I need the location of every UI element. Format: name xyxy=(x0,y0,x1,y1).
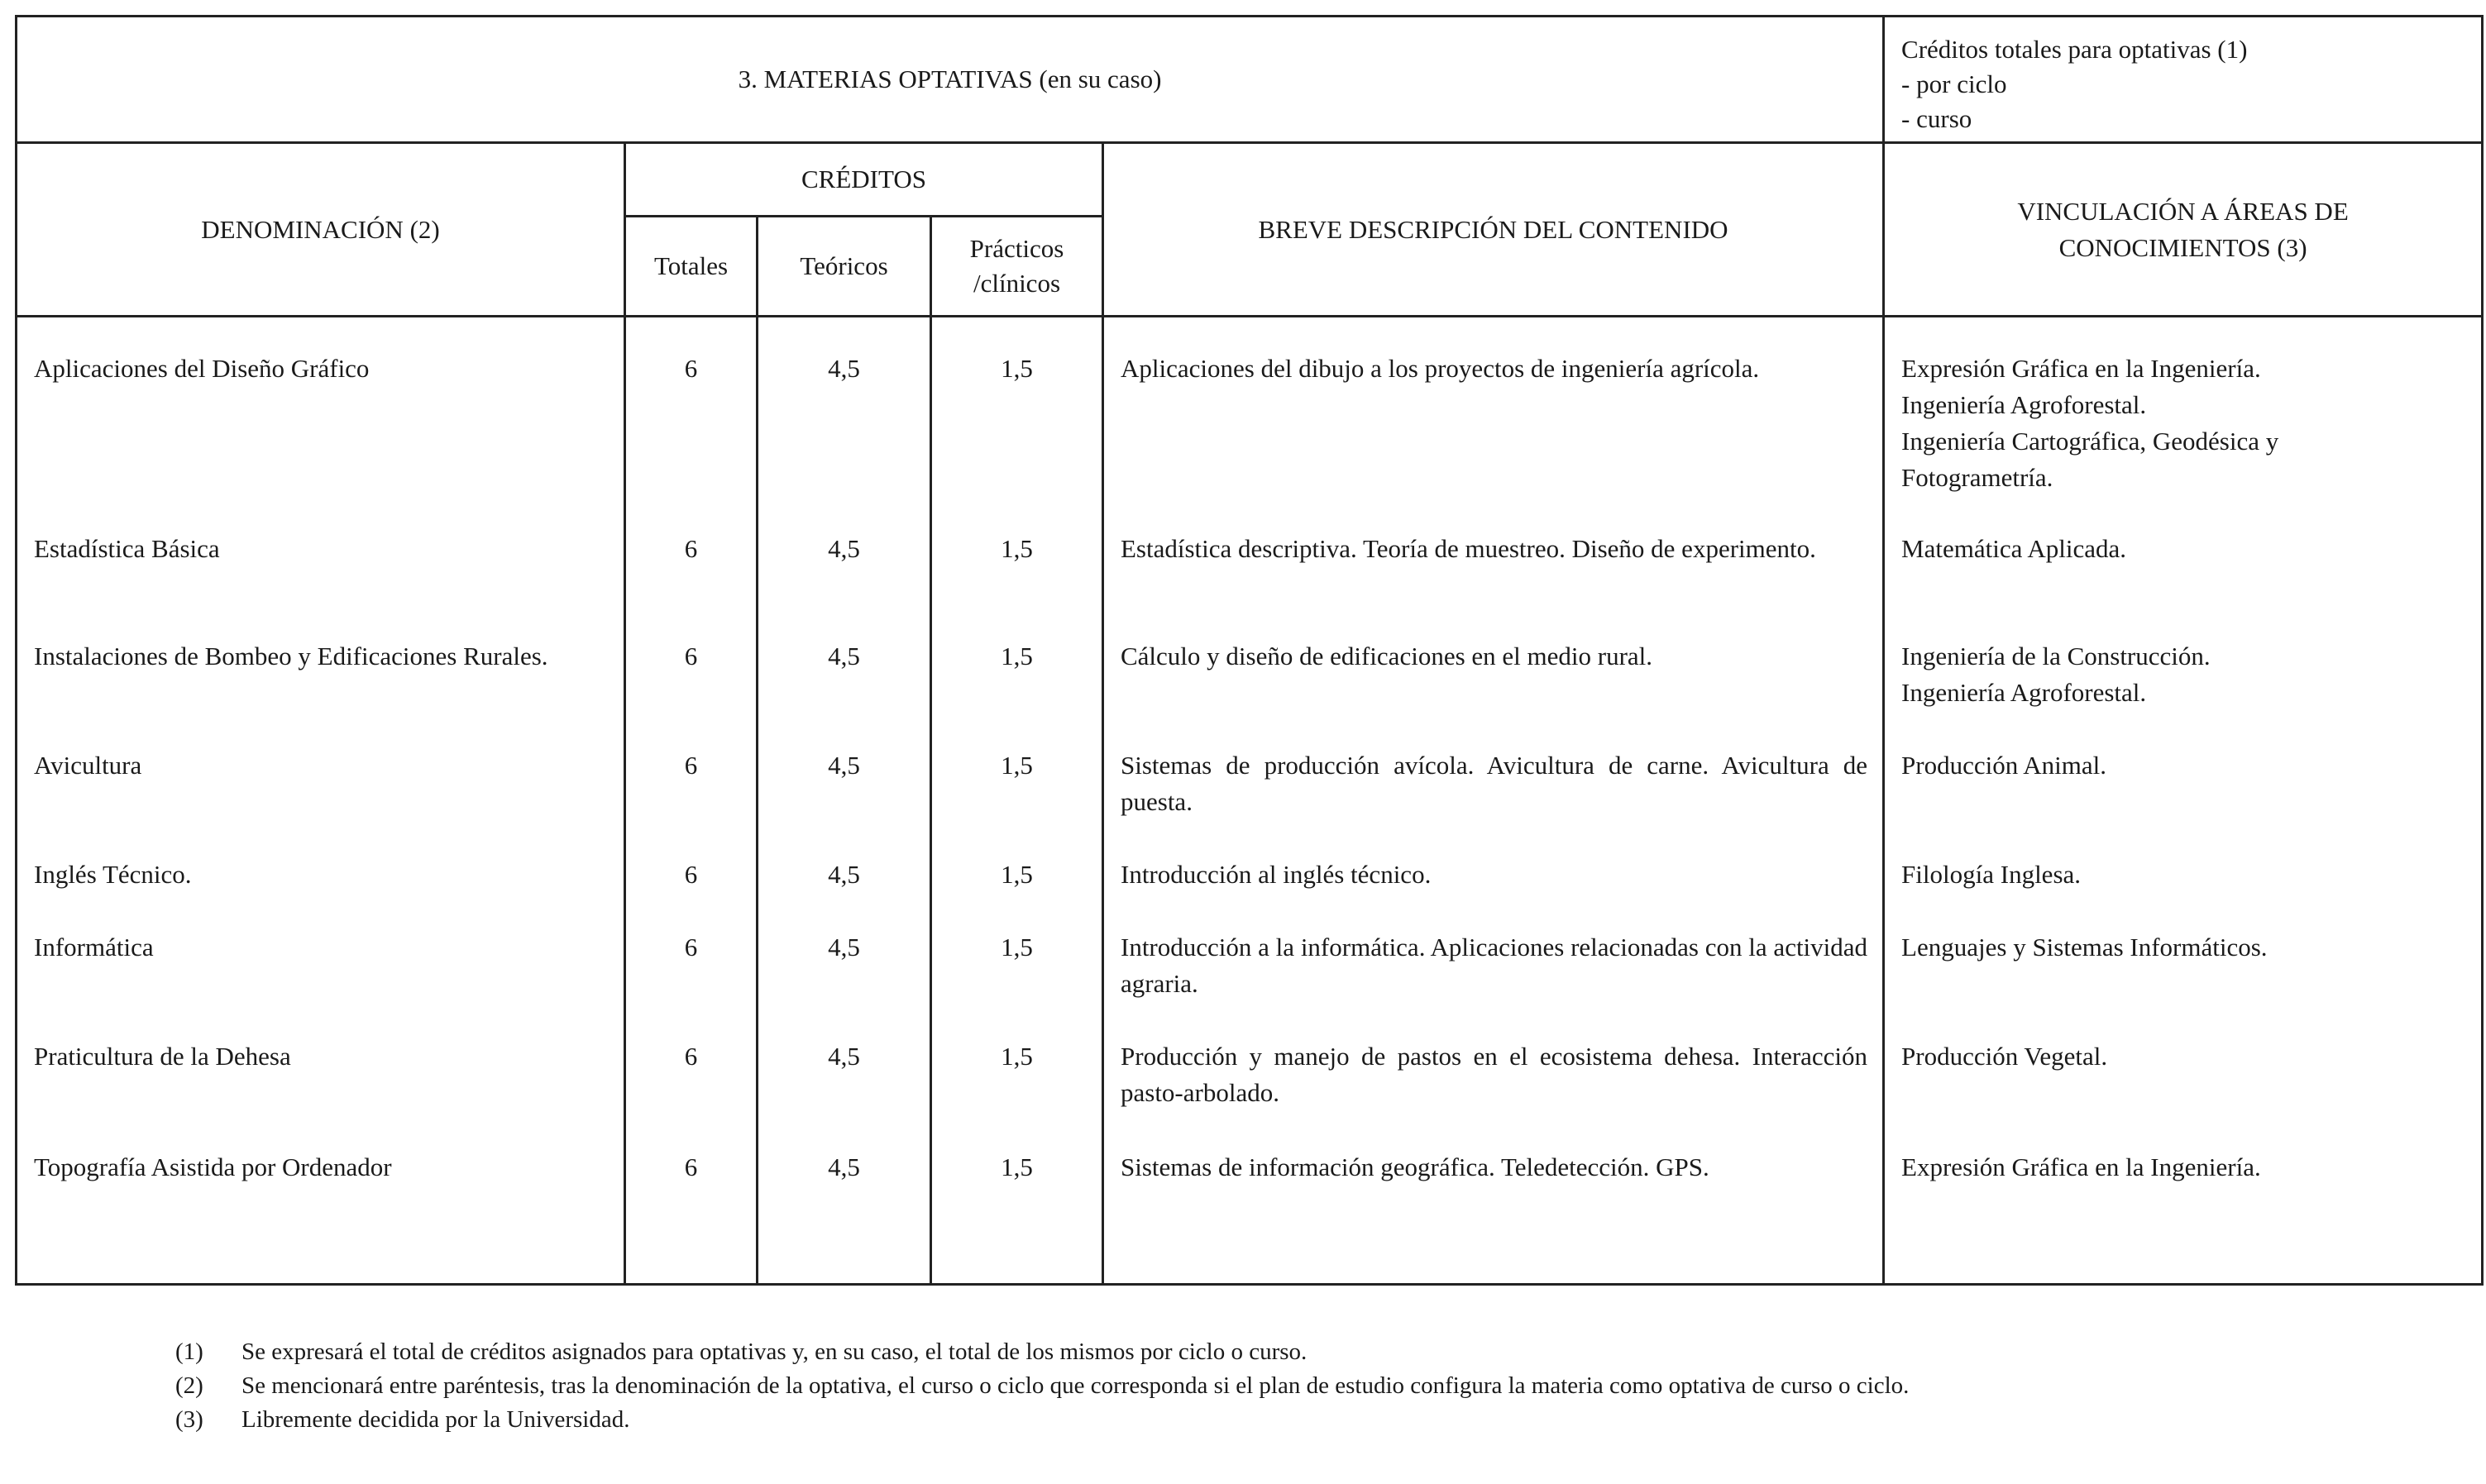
footnote xyxy=(175,1403,2292,1437)
footnote xyxy=(175,1335,2292,1369)
table-row xyxy=(17,747,2483,857)
subject-name: Aplicaciones del Diseño Gráfico xyxy=(34,354,370,383)
description-cell xyxy=(1103,747,1884,857)
subject-name: Instalaciones de Bombeo y Edificaciones Rurales. xyxy=(34,642,548,670)
table-row xyxy=(17,857,2483,929)
areas-cell xyxy=(1884,857,2483,929)
subject-description: Producción y manejo de pastos en el ecosistema dehesa. Interacción pasto-arbolado. xyxy=(1121,1042,1868,1107)
knowledge-area: Producción Animal. xyxy=(1901,751,2107,780)
subject-name-cell xyxy=(17,857,625,929)
knowledge-area: Expresión Gráfica en la Ingeniería. xyxy=(1901,354,2261,383)
subject-name: Topografía Asistida por Ordenador xyxy=(34,1152,392,1181)
knowledge-area: Matemática Aplicada. xyxy=(1901,534,2127,563)
subject-name: Inglés Técnico. xyxy=(34,860,192,889)
vinculacion-line: VINCULACIÓN A ÁREAS DE xyxy=(2017,196,2349,226)
knowledge-area: Ingeniería Agroforestal. xyxy=(1901,390,2147,419)
credits-practice: 1,5 xyxy=(931,531,1103,638)
description-cell xyxy=(1103,929,1884,1038)
areas-cell xyxy=(1884,638,2483,747)
subject-description: Sistemas de producción avícola. Avicultura de carne. Avicultura de puesta. xyxy=(1121,751,1868,816)
footnote xyxy=(175,1369,2292,1403)
knowledge-area: Ingeniería de la Construcción. xyxy=(1901,642,2211,670)
subject-name: Praticultura de la Dehesa xyxy=(34,1042,291,1071)
description-cell xyxy=(1103,1038,1884,1149)
knowledge-area: Ingeniería Cartográfica, Geodésica y xyxy=(1901,427,2279,456)
subject-name: Estadística Básica xyxy=(34,534,220,563)
knowledge-area: Lenguajes y Sistemas Informáticos. xyxy=(1901,933,2268,961)
credits-total: 6 xyxy=(625,747,758,857)
table-row xyxy=(17,1038,2483,1149)
table-row xyxy=(17,317,2483,532)
total-credits-note xyxy=(1884,17,2483,143)
column-header-denominacion: DENOMINACIÓN (2) xyxy=(17,143,625,317)
credits-total: 6 xyxy=(625,1149,758,1285)
table-row xyxy=(17,929,2483,1038)
credits-practice: 1,5 xyxy=(931,857,1103,929)
footnote-mark: (3) xyxy=(175,1406,203,1433)
footnote-mark: (1) xyxy=(175,1338,203,1365)
subject-name: Avicultura xyxy=(34,751,142,780)
credits-total: 6 xyxy=(625,531,758,638)
subject-name: Informática xyxy=(34,933,154,961)
subject-description: Introducción al inglés técnico. xyxy=(1121,860,1432,889)
description-cell xyxy=(1103,638,1884,747)
areas-cell xyxy=(1884,531,2483,638)
subject-name-cell xyxy=(17,747,625,857)
credits-theory: 4,5 xyxy=(758,1149,931,1285)
credits-practice: 1,5 xyxy=(931,1038,1103,1149)
areas-cell xyxy=(1884,747,2483,857)
knowledge-area: Ingeniería Agroforestal. xyxy=(1901,678,2147,707)
credits-theory: 4,5 xyxy=(758,317,931,532)
description-cell xyxy=(1103,317,1884,532)
total-credits-line: - curso xyxy=(1901,104,1972,133)
knowledge-area: Filología Inglesa. xyxy=(1901,860,2082,889)
areas-cell xyxy=(1884,929,2483,1038)
credits-theory: 4,5 xyxy=(758,1038,931,1149)
areas-cell xyxy=(1884,317,2483,532)
column-header-practicos xyxy=(931,217,1103,317)
credits-theory: 4,5 xyxy=(758,531,931,638)
subject-name-cell xyxy=(17,317,625,532)
footnotes xyxy=(175,1335,2292,1437)
subject-description: Introducción a la informática. Aplicaciones relacionadas con la actividad agraria. xyxy=(1121,933,1868,998)
table-row xyxy=(17,1149,2483,1285)
footnote-text: Se mencionará entre paréntesis, tras la denominación de la optativa, el curso o ciclo que corresponda si el plan de estudio configura la materia como optativa de curso o ciclo. xyxy=(241,1372,1910,1399)
total-credits-line: - por ciclo xyxy=(1901,69,2007,98)
description-cell xyxy=(1103,1149,1884,1285)
table-row xyxy=(17,531,2483,638)
credits-practice: 1,5 xyxy=(931,317,1103,532)
practicos-line: Prácticos xyxy=(969,234,1064,263)
areas-cell xyxy=(1884,1149,2483,1285)
subject-name-cell xyxy=(17,638,625,747)
credits-theory: 4,5 xyxy=(758,638,931,747)
credits-practice: 1,5 xyxy=(931,638,1103,747)
knowledge-area: Fotogrametría. xyxy=(1901,463,2053,492)
credits-theory: 4,5 xyxy=(758,857,931,929)
subject-description: Cálculo y diseño de edificaciones en el medio rural. xyxy=(1121,642,1653,670)
description-cell xyxy=(1103,531,1884,638)
credits-total: 6 xyxy=(625,1038,758,1149)
credits-practice: 1,5 xyxy=(931,747,1103,857)
credits-total: 6 xyxy=(625,638,758,747)
credits-theory: 4,5 xyxy=(758,747,931,857)
footnote-text: Libremente decidida por la Universidad. xyxy=(241,1406,630,1433)
optional-subjects-table xyxy=(15,15,2484,1286)
credits-total: 6 xyxy=(625,317,758,532)
description-cell xyxy=(1103,857,1884,929)
subject-description: Aplicaciones del dibujo a los proyectos de ingeniería agrícola. xyxy=(1121,354,1760,383)
footnote-text: Se expresará el total de créditos asignados para optativas y, en su caso, el total de los mismos por ciclo o curso. xyxy=(241,1338,1308,1365)
knowledge-area: Producción Vegetal. xyxy=(1901,1042,2108,1071)
subject-description: Sistemas de información geográfica. Teledetección. GPS. xyxy=(1121,1152,1709,1181)
credits-total: 6 xyxy=(625,929,758,1038)
column-header-teoricos: Teóricos xyxy=(758,217,931,317)
column-header-totales: Totales xyxy=(625,217,758,317)
total-credits-line: Créditos totales para optativas (1) xyxy=(1901,35,2248,64)
knowledge-area: Expresión Gráfica en la Ingeniería. xyxy=(1901,1152,2261,1181)
credits-total: 6 xyxy=(625,857,758,929)
credits-practice: 1,5 xyxy=(931,929,1103,1038)
column-header-descripcion: BREVE DESCRIPCIÓN DEL CONTENIDO xyxy=(1103,143,1884,317)
credits-practice: 1,5 xyxy=(931,1149,1103,1285)
section-title: 3. MATERIAS OPTATIVAS (en su caso) xyxy=(17,17,1884,143)
subject-name-cell xyxy=(17,929,625,1038)
column-header-creditos: CRÉDITOS xyxy=(625,143,1103,217)
subject-name-cell xyxy=(17,531,625,638)
areas-cell xyxy=(1884,1038,2483,1149)
subject-name-cell xyxy=(17,1038,625,1149)
subject-name-cell xyxy=(17,1149,625,1285)
table-row xyxy=(17,638,2483,747)
practicos-line: /clínicos xyxy=(973,269,1061,298)
column-header-vinculacion xyxy=(1884,143,2483,317)
vinculacion-line: CONOCIMIENTOS (3) xyxy=(2058,232,2307,262)
credits-theory: 4,5 xyxy=(758,929,931,1038)
subject-description: Estadística descriptiva. Teoría de muestreo. Diseño de experimento. xyxy=(1121,534,1816,563)
footnote-mark: (2) xyxy=(175,1372,203,1399)
